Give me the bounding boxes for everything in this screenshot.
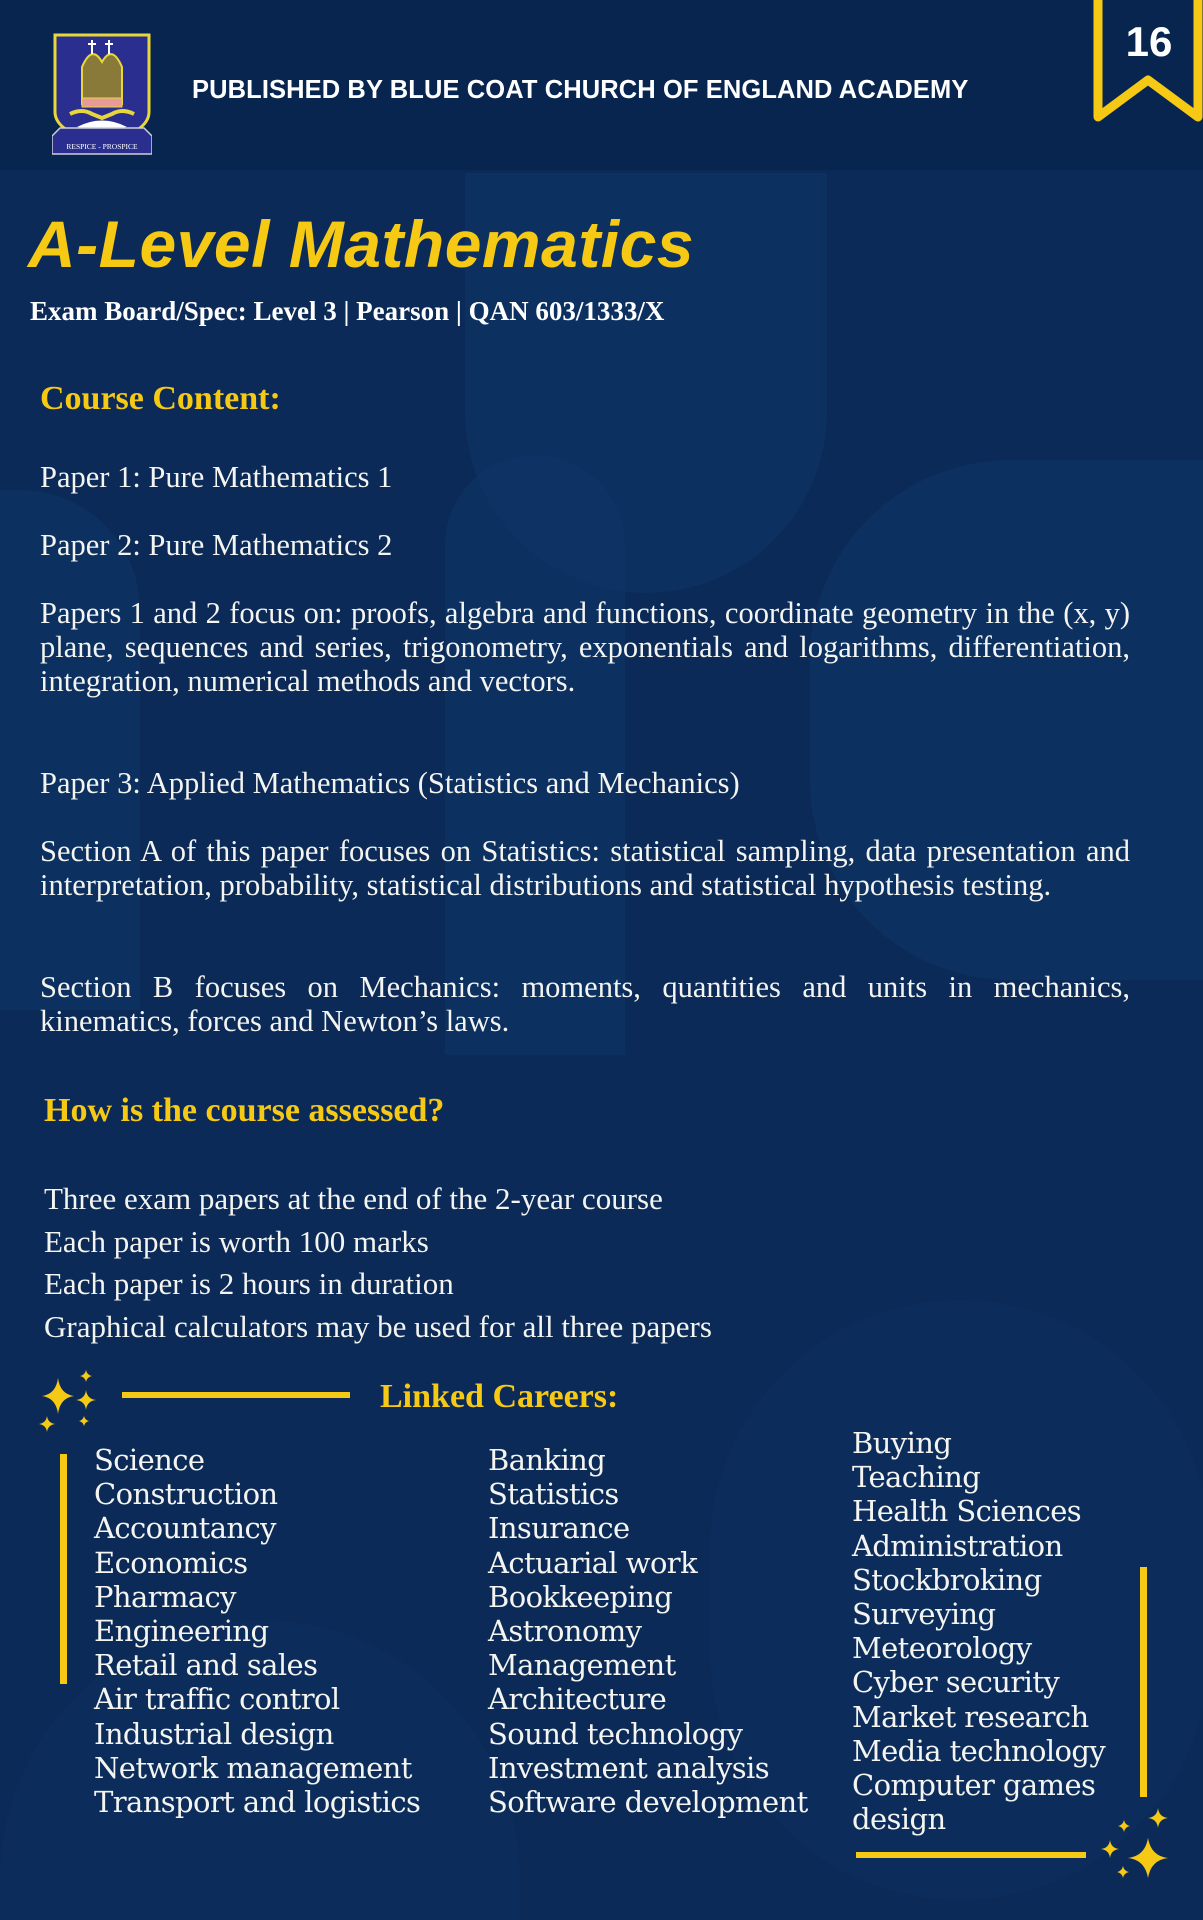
content-paragraph: Section B focuses on Mechanics: moments, quantities and units in mechanics, kinematics, forces and Newton’s laws.: [40, 970, 1130, 1038]
decorative-line: [1140, 1567, 1147, 1797]
career-item: Architecture: [488, 1682, 667, 1717]
background-shape: [0, 490, 140, 1010]
career-item: Computer games: [852, 1768, 1096, 1803]
content-paragraph: Paper 3: Applied Mathematics (Statistics and Mechanics): [40, 766, 740, 800]
assessment-item: Three exam papers at the end of the 2-year course: [44, 1181, 663, 1216]
career-item: Engineering: [94, 1614, 269, 1649]
exam-spec: Exam Board/Spec: Level 3 | Pearson | QAN 603/1333/X: [30, 296, 665, 326]
sparkle-icon: [1090, 1800, 1180, 1890]
school-crest-logo: [52, 32, 152, 158]
career-item: Construction: [94, 1477, 278, 1512]
career-item: Teaching: [852, 1460, 981, 1495]
content-paragraph: Paper 2: Pure Mathematics 2: [40, 528, 393, 562]
careers-column-2: [488, 1443, 808, 1819]
career-item: Economics: [94, 1545, 248, 1580]
career-item: Actuarial work: [488, 1545, 698, 1580]
careers-column-1: [94, 1443, 420, 1819]
assessment-heading: How is the course assessed?: [44, 1092, 445, 1129]
career-item: Network management: [94, 1750, 412, 1785]
career-item: Media technology: [852, 1733, 1106, 1768]
decorative-line: [122, 1392, 350, 1398]
content-paragraph: Section A of this paper focuses on Statistics: statistical sampling, data presentation and interpretation, probability, statistical distributions and statistical hypothesis testing.: [40, 834, 1130, 902]
career-item: design: [852, 1802, 946, 1837]
career-item: Transport and logistics: [94, 1785, 421, 1820]
decorative-line: [856, 1852, 1086, 1858]
assessment-list: [44, 1178, 712, 1348]
career-item: Management: [488, 1648, 676, 1683]
career-item: Bookkeeping: [488, 1579, 673, 1614]
career-item: Retail and sales: [94, 1648, 318, 1683]
career-item: Market research: [852, 1699, 1089, 1734]
career-item: Astronomy: [488, 1614, 642, 1649]
career-item: Health Sciences: [852, 1494, 1082, 1529]
publisher-line: PUBLISHED BY BLUE COAT CHURCH OF ENGLAND ACADEMY: [192, 76, 969, 104]
content-paragraph: Papers 1 and 2 focus on: proofs, algebra and functions, coordinate geometry in the (x, y) plane, sequences and series, trigonometry, exponentials and logarithms, differentiation, integration, numerical methods and vectors.: [40, 596, 1130, 698]
career-item: Surveying: [852, 1597, 996, 1632]
career-item: Stockbroking: [852, 1562, 1042, 1597]
course-content-heading: Course Content:: [40, 380, 281, 417]
page-number: 16: [1125, 18, 1173, 65]
assessment-item: Graphical calculators may be used for all three papers: [44, 1308, 712, 1344]
career-item: Administration: [852, 1528, 1063, 1563]
career-item: Sound technology: [488, 1716, 743, 1751]
career-item: Accountancy: [94, 1511, 276, 1546]
career-item: Meteorology: [852, 1631, 1032, 1666]
career-item: Cyber security: [852, 1665, 1060, 1700]
career-item: Science: [94, 1443, 205, 1477]
assessment-item: Each paper is 2 hours in duration: [44, 1266, 454, 1301]
content-paragraph: Paper 1: Pure Mathematics 1: [40, 460, 393, 494]
logo-motto: RESPICE - PROSPICE: [66, 142, 138, 151]
linked-careers-heading: Linked Careers:: [380, 1378, 619, 1415]
career-item: Air traffic control: [94, 1682, 340, 1717]
assessment-item: Each paper is worth 100 marks: [44, 1223, 429, 1259]
decorative-line: [60, 1454, 67, 1684]
page-title: A-Level Mathematics: [28, 207, 695, 281]
career-item: Investment analysis: [488, 1750, 769, 1785]
career-item: Buying: [852, 1426, 952, 1460]
career-item: Industrial design: [94, 1716, 334, 1751]
career-item: Pharmacy: [94, 1579, 236, 1614]
career-item: Banking: [488, 1443, 606, 1477]
career-item: Software development: [488, 1785, 808, 1820]
career-item: Insurance: [488, 1511, 630, 1546]
careers-column-3: [852, 1426, 1105, 1836]
career-item: Statistics: [488, 1477, 619, 1512]
